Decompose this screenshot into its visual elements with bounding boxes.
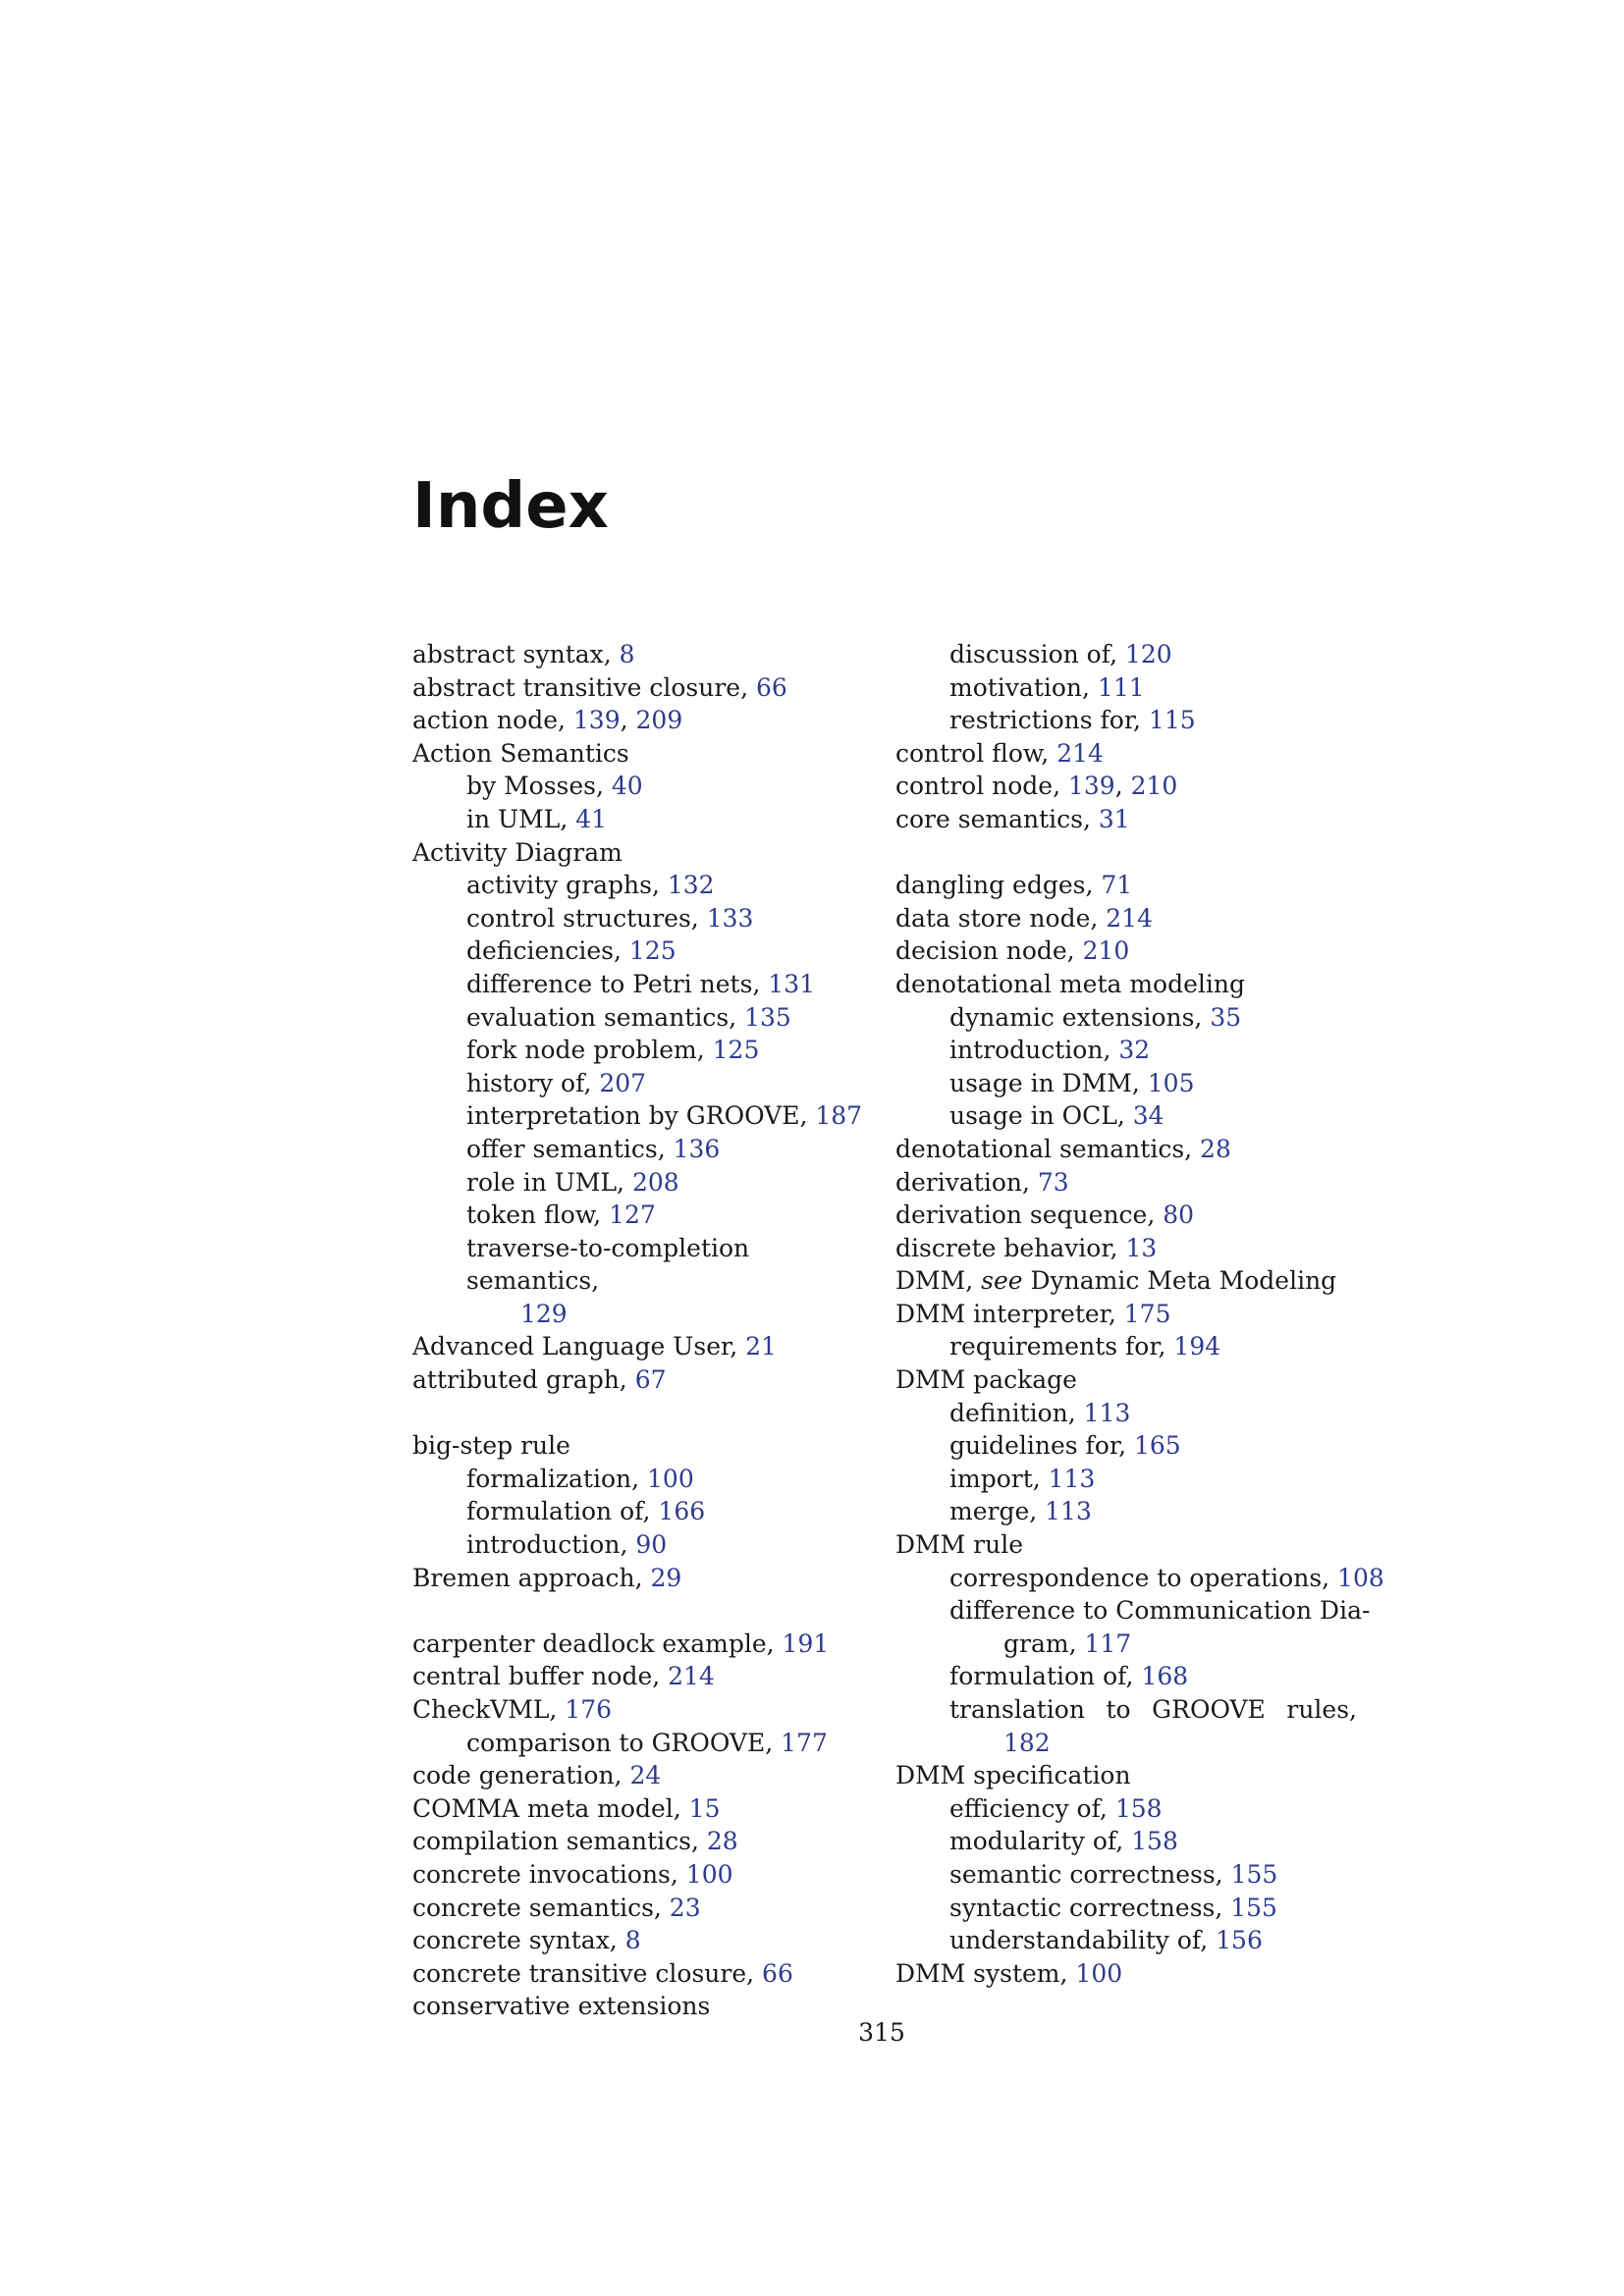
index-term: syntactic correctness, bbox=[949, 1893, 1231, 1922]
index-entry bbox=[895, 1034, 1357, 1067]
page-link[interactable]: 80 bbox=[1163, 1201, 1195, 1230]
page-link[interactable]: 182 bbox=[1003, 1728, 1051, 1757]
index-entry bbox=[412, 1495, 874, 1528]
index-entry bbox=[412, 1463, 874, 1496]
index-term: comparison to GROOVE, bbox=[466, 1728, 782, 1757]
page-link[interactable]: 13 bbox=[1125, 1233, 1158, 1262]
index-entry bbox=[895, 1495, 1357, 1528]
index-entry bbox=[412, 803, 874, 836]
page-link[interactable]: 208 bbox=[631, 1167, 679, 1197]
index-entry bbox=[895, 737, 1357, 771]
index-term: merge, bbox=[949, 1497, 1046, 1526]
index-entry bbox=[412, 1727, 874, 1760]
index-term: interpretation by GROOVE, bbox=[466, 1101, 816, 1131]
index-entry bbox=[895, 1199, 1357, 1232]
index-term: correspondence to operations, bbox=[949, 1563, 1338, 1592]
index-entry bbox=[895, 1099, 1357, 1133]
index-entry bbox=[412, 934, 874, 968]
index-term: CheckVML, bbox=[412, 1695, 566, 1724]
index-term: token flow, bbox=[466, 1201, 610, 1230]
index-term: derivation, bbox=[895, 1167, 1038, 1197]
page-link[interactable]: 90 bbox=[635, 1530, 668, 1560]
page-link[interactable]: 155 bbox=[1230, 1893, 1277, 1922]
index-entry bbox=[895, 1660, 1357, 1693]
index-term: semantic correctness, bbox=[949, 1859, 1231, 1889]
index-entry bbox=[895, 934, 1357, 968]
page-link[interactable]: 120 bbox=[1125, 640, 1172, 668]
page-link[interactable]: 113 bbox=[1083, 1398, 1131, 1427]
index-term: formulation of, bbox=[949, 1662, 1142, 1691]
index-term: Action Semantics bbox=[412, 738, 629, 768]
index-entry bbox=[895, 1133, 1357, 1166]
page-link[interactable]: 15 bbox=[688, 1793, 721, 1823]
index-entry bbox=[412, 671, 874, 705]
page-link[interactable]: 35 bbox=[1210, 1002, 1242, 1032]
index-term: Activity Diagram bbox=[412, 837, 623, 867]
index-term: evaluation semantics, bbox=[466, 1002, 745, 1032]
index-entry bbox=[412, 1660, 874, 1693]
page-link[interactable]: 210 bbox=[1130, 772, 1178, 801]
index-term: DMM rule bbox=[895, 1530, 1024, 1560]
index-term: introduction, bbox=[949, 1036, 1119, 1065]
index-term: denotational meta modeling bbox=[895, 969, 1245, 998]
index-entry bbox=[412, 1957, 874, 1991]
page-link[interactable]: 136 bbox=[673, 1134, 721, 1163]
index-term: translation to GROOVE rules, bbox=[949, 1695, 1357, 1724]
page-link[interactable]: 177 bbox=[781, 1728, 828, 1757]
index-entry bbox=[895, 803, 1357, 836]
page-number: 315 bbox=[858, 2018, 905, 2047]
page-link[interactable]: 129 bbox=[520, 1299, 568, 1328]
index-entry bbox=[895, 968, 1357, 1001]
index-entry bbox=[895, 1001, 1357, 1035]
index-term: difference to Communication Dia- bbox=[949, 1596, 1371, 1626]
index-term: efficiency of, bbox=[949, 1793, 1115, 1823]
index-entry bbox=[412, 1693, 874, 1727]
see-target: Dynamic Meta Modeling bbox=[1022, 1266, 1337, 1296]
index-entry bbox=[412, 1363, 874, 1397]
index-term: history of, bbox=[466, 1068, 600, 1097]
index-term: discussion of, bbox=[949, 640, 1125, 668]
index-entry bbox=[895, 1528, 1357, 1562]
index-entry bbox=[895, 1594, 1371, 1628]
index-entry bbox=[895, 704, 1357, 737]
index-entry bbox=[895, 1792, 1357, 1826]
index-column-right bbox=[895, 638, 1384, 1990]
page-link[interactable]: 105 bbox=[1147, 1068, 1195, 1097]
index-term: core semantics, bbox=[895, 804, 1099, 833]
index-entry bbox=[895, 902, 1357, 935]
index-term: compilation semantics, bbox=[412, 1827, 707, 1856]
page-link[interactable]: 28 bbox=[706, 1827, 738, 1856]
index-entry bbox=[895, 1397, 1357, 1430]
page-link[interactable]: 29 bbox=[650, 1563, 682, 1592]
index-entry bbox=[895, 869, 1357, 902]
index-term: action node, bbox=[412, 706, 573, 735]
page-link[interactable]: 66 bbox=[762, 1958, 793, 1988]
page-link[interactable]: 115 bbox=[1148, 706, 1196, 735]
page-link[interactable]: 21 bbox=[745, 1332, 777, 1362]
index-entry bbox=[412, 638, 874, 671]
page-link[interactable]: 100 bbox=[647, 1464, 694, 1493]
page-link[interactable]: 113 bbox=[1045, 1497, 1092, 1526]
index-term: modularity of, bbox=[949, 1827, 1132, 1856]
index-entry bbox=[412, 1330, 874, 1363]
index-term: decision node, bbox=[895, 936, 1083, 966]
index-entry bbox=[895, 1924, 1357, 1957]
page-link[interactable]: 111 bbox=[1097, 672, 1145, 702]
index-term: introduction, bbox=[466, 1530, 636, 1560]
index-term: concrete transitive closure, bbox=[412, 1958, 763, 1988]
index-term: understandability of, bbox=[949, 1926, 1217, 1955]
index-entry bbox=[412, 869, 874, 902]
page-link[interactable]: 191 bbox=[782, 1629, 830, 1658]
index-term: control flow, bbox=[895, 738, 1057, 768]
page-link[interactable]: 132 bbox=[667, 871, 715, 900]
page-link[interactable]: 209 bbox=[635, 706, 683, 735]
index-entry bbox=[412, 836, 874, 870]
index-entry bbox=[412, 1825, 874, 1858]
page-link[interactable]: 175 bbox=[1123, 1299, 1171, 1328]
index-term: gram, bbox=[1003, 1629, 1085, 1658]
index-entry bbox=[412, 1067, 874, 1100]
page-link[interactable]: 40 bbox=[611, 772, 643, 801]
index-entry bbox=[895, 1264, 1357, 1298]
index-term: control node, bbox=[895, 772, 1068, 801]
index-entry bbox=[412, 1034, 874, 1067]
index-term: dynamic extensions, bbox=[949, 1002, 1211, 1032]
page-link[interactable]: 127 bbox=[609, 1201, 656, 1230]
index-term: restrictions for, bbox=[949, 706, 1149, 735]
index-entry bbox=[895, 1067, 1357, 1100]
index-term: motivation, bbox=[949, 672, 1098, 702]
index-entry bbox=[412, 1298, 874, 1331]
index-entry bbox=[895, 1562, 1384, 1595]
index-entry bbox=[412, 1858, 874, 1892]
index-term: attributed graph, bbox=[412, 1365, 635, 1395]
index-term: in UML, bbox=[466, 804, 576, 833]
index-term: definition, bbox=[949, 1398, 1084, 1427]
index-entry bbox=[895, 1892, 1357, 1925]
index-term: derivation sequence, bbox=[895, 1201, 1164, 1230]
page-link[interactable]: 125 bbox=[712, 1036, 760, 1065]
page-link[interactable]: 8 bbox=[624, 1926, 641, 1955]
page-link[interactable]: 194 bbox=[1173, 1332, 1221, 1362]
page-link[interactable]: 207 bbox=[599, 1068, 647, 1097]
index-term: by Mosses, bbox=[466, 772, 612, 801]
page-link[interactable]: 139 bbox=[572, 706, 621, 735]
index-term: concrete syntax, bbox=[412, 1926, 625, 1955]
page-link[interactable]: 166 bbox=[658, 1497, 706, 1526]
page-link[interactable]: 133 bbox=[706, 903, 754, 933]
index-entry bbox=[412, 1133, 874, 1166]
index-entry bbox=[895, 1693, 1357, 1727]
page-link[interactable]: 73 bbox=[1037, 1167, 1069, 1197]
page-link[interactable]: 67 bbox=[634, 1365, 667, 1395]
index-term: formulation of, bbox=[466, 1497, 659, 1526]
index-entry bbox=[412, 1001, 874, 1035]
page-link[interactable]: 131 bbox=[768, 969, 816, 998]
page-link[interactable]: 158 bbox=[1114, 1793, 1163, 1823]
page-link[interactable]: 165 bbox=[1133, 1431, 1181, 1461]
index-entry bbox=[895, 1628, 1357, 1661]
index-entry: control node, 139, 210 bbox=[895, 772, 1178, 801]
index-entry bbox=[895, 671, 1357, 705]
index-term: offer semantics, bbox=[466, 1134, 674, 1163]
page-link[interactable]: 23 bbox=[669, 1893, 701, 1922]
page-link[interactable]: 214 bbox=[1106, 903, 1153, 933]
index-term: abstract transitive closure, bbox=[412, 672, 756, 702]
index-entry bbox=[895, 1232, 1357, 1265]
index-term: big-step rule bbox=[412, 1431, 570, 1461]
index-entry bbox=[895, 1166, 1357, 1200]
index-term: central buffer node, bbox=[412, 1662, 669, 1691]
index-entry bbox=[412, 1099, 874, 1133]
index-entry bbox=[412, 1792, 874, 1826]
index-term: discrete behavior, bbox=[895, 1233, 1126, 1262]
page-link[interactable]: 158 bbox=[1131, 1827, 1178, 1856]
index-entry bbox=[412, 1429, 874, 1463]
index-term: DMM specification bbox=[895, 1761, 1131, 1790]
page-link[interactable]: 24 bbox=[629, 1761, 662, 1790]
index-entry bbox=[412, 1892, 874, 1925]
index-entry bbox=[412, 1199, 874, 1232]
index-entry bbox=[895, 1429, 1357, 1463]
index-term: DMM system, bbox=[895, 1958, 1076, 1988]
page-link[interactable]: 31 bbox=[1098, 804, 1130, 833]
index-term: DMM interpreter, bbox=[895, 1299, 1124, 1328]
page-link[interactable]: 32 bbox=[1118, 1036, 1151, 1065]
index-entry bbox=[412, 737, 874, 771]
index-term: requirements for, bbox=[949, 1332, 1174, 1362]
page-title: Index bbox=[412, 470, 609, 543]
page-link[interactable]: 214 bbox=[668, 1662, 715, 1691]
index-entry bbox=[412, 770, 874, 803]
index-term: difference to Petri nets, bbox=[466, 969, 769, 998]
index-term: denotational semantics, bbox=[895, 1134, 1201, 1163]
page-link[interactable]: 176 bbox=[565, 1695, 613, 1724]
index-entry bbox=[412, 1628, 874, 1661]
index-term: control structures, bbox=[466, 903, 707, 933]
index-term: traverse-to-completion semantics, bbox=[466, 1233, 750, 1296]
index-term: abstract syntax, bbox=[412, 640, 620, 668]
index-entry: action node, 139, 209 bbox=[412, 706, 683, 735]
page-link[interactable]: 168 bbox=[1141, 1662, 1189, 1691]
page-link[interactable]: 100 bbox=[685, 1859, 733, 1889]
index-entry bbox=[895, 1825, 1357, 1858]
index-column-left bbox=[412, 638, 874, 2023]
page-link[interactable]: 135 bbox=[744, 1002, 791, 1032]
page-link[interactable]: 71 bbox=[1101, 871, 1133, 900]
page-link[interactable]: 100 bbox=[1075, 1958, 1123, 1988]
page-link[interactable]: 66 bbox=[756, 672, 787, 702]
page-link[interactable]: 156 bbox=[1216, 1926, 1263, 1955]
index-term: role in UML, bbox=[466, 1167, 632, 1197]
index-term: concrete semantics, bbox=[412, 1893, 670, 1922]
page-link[interactable]: 113 bbox=[1048, 1464, 1096, 1493]
page-link[interactable]: 117 bbox=[1084, 1629, 1132, 1658]
index-entry bbox=[412, 968, 874, 1001]
index-term: deficiencies, bbox=[466, 936, 629, 966]
page-link[interactable]: 108 bbox=[1337, 1563, 1384, 1592]
page-link[interactable]: 214 bbox=[1056, 738, 1104, 768]
index-term: usage in OCL, bbox=[949, 1101, 1133, 1131]
index-term: code generation, bbox=[412, 1761, 630, 1790]
index-term: conservative extensions bbox=[412, 1992, 711, 2021]
index-term: Advanced Language User, bbox=[412, 1332, 746, 1362]
index-entry bbox=[895, 1298, 1357, 1331]
index-term: carpenter deadlock example, bbox=[412, 1629, 783, 1658]
page-link[interactable]: 41 bbox=[575, 804, 608, 833]
index-entry bbox=[895, 638, 1357, 671]
index-term: DMM package bbox=[895, 1365, 1077, 1395]
index-entry bbox=[412, 1924, 874, 1957]
page-link[interactable]: 187 bbox=[815, 1101, 863, 1131]
page-link[interactable]: 210 bbox=[1082, 936, 1130, 966]
index-term: formalization, bbox=[466, 1464, 648, 1493]
page-link[interactable]: 28 bbox=[1200, 1134, 1231, 1163]
page-link[interactable]: 8 bbox=[619, 640, 635, 668]
index-entry bbox=[412, 1166, 874, 1200]
page-link[interactable]: 125 bbox=[628, 936, 677, 966]
index-entry bbox=[412, 1759, 874, 1792]
index-term: concrete invocations, bbox=[412, 1859, 686, 1889]
index-entry bbox=[895, 1463, 1357, 1496]
index-entry bbox=[895, 1858, 1357, 1892]
index-term: data store node, bbox=[895, 903, 1107, 933]
page-link[interactable]: 34 bbox=[1132, 1101, 1164, 1131]
see-reference: see bbox=[981, 1266, 1023, 1296]
index-entry bbox=[412, 902, 874, 935]
page-link[interactable]: 139 bbox=[1068, 772, 1115, 801]
index-term: usage in DMM, bbox=[949, 1068, 1148, 1097]
index-term: fork node problem, bbox=[466, 1036, 713, 1065]
index-term: activity graphs, bbox=[466, 871, 668, 900]
index-term: dangling edges, bbox=[895, 871, 1102, 900]
index-entry bbox=[412, 1528, 874, 1562]
index-entry bbox=[895, 1759, 1357, 1792]
index-term: import, bbox=[949, 1464, 1049, 1493]
index-entry bbox=[412, 1232, 874, 1298]
index-term: DMM, bbox=[895, 1266, 982, 1296]
index-entry bbox=[895, 1363, 1357, 1397]
index-entry bbox=[895, 1727, 1357, 1760]
index-term: Bremen approach, bbox=[412, 1563, 651, 1592]
index-term: guidelines for, bbox=[949, 1431, 1134, 1461]
index-entry bbox=[412, 1562, 874, 1595]
index-entry bbox=[895, 1330, 1357, 1363]
index-term: COMMA meta model, bbox=[412, 1793, 689, 1823]
index-entry bbox=[895, 1957, 1357, 1991]
page-link[interactable]: 155 bbox=[1230, 1859, 1278, 1889]
